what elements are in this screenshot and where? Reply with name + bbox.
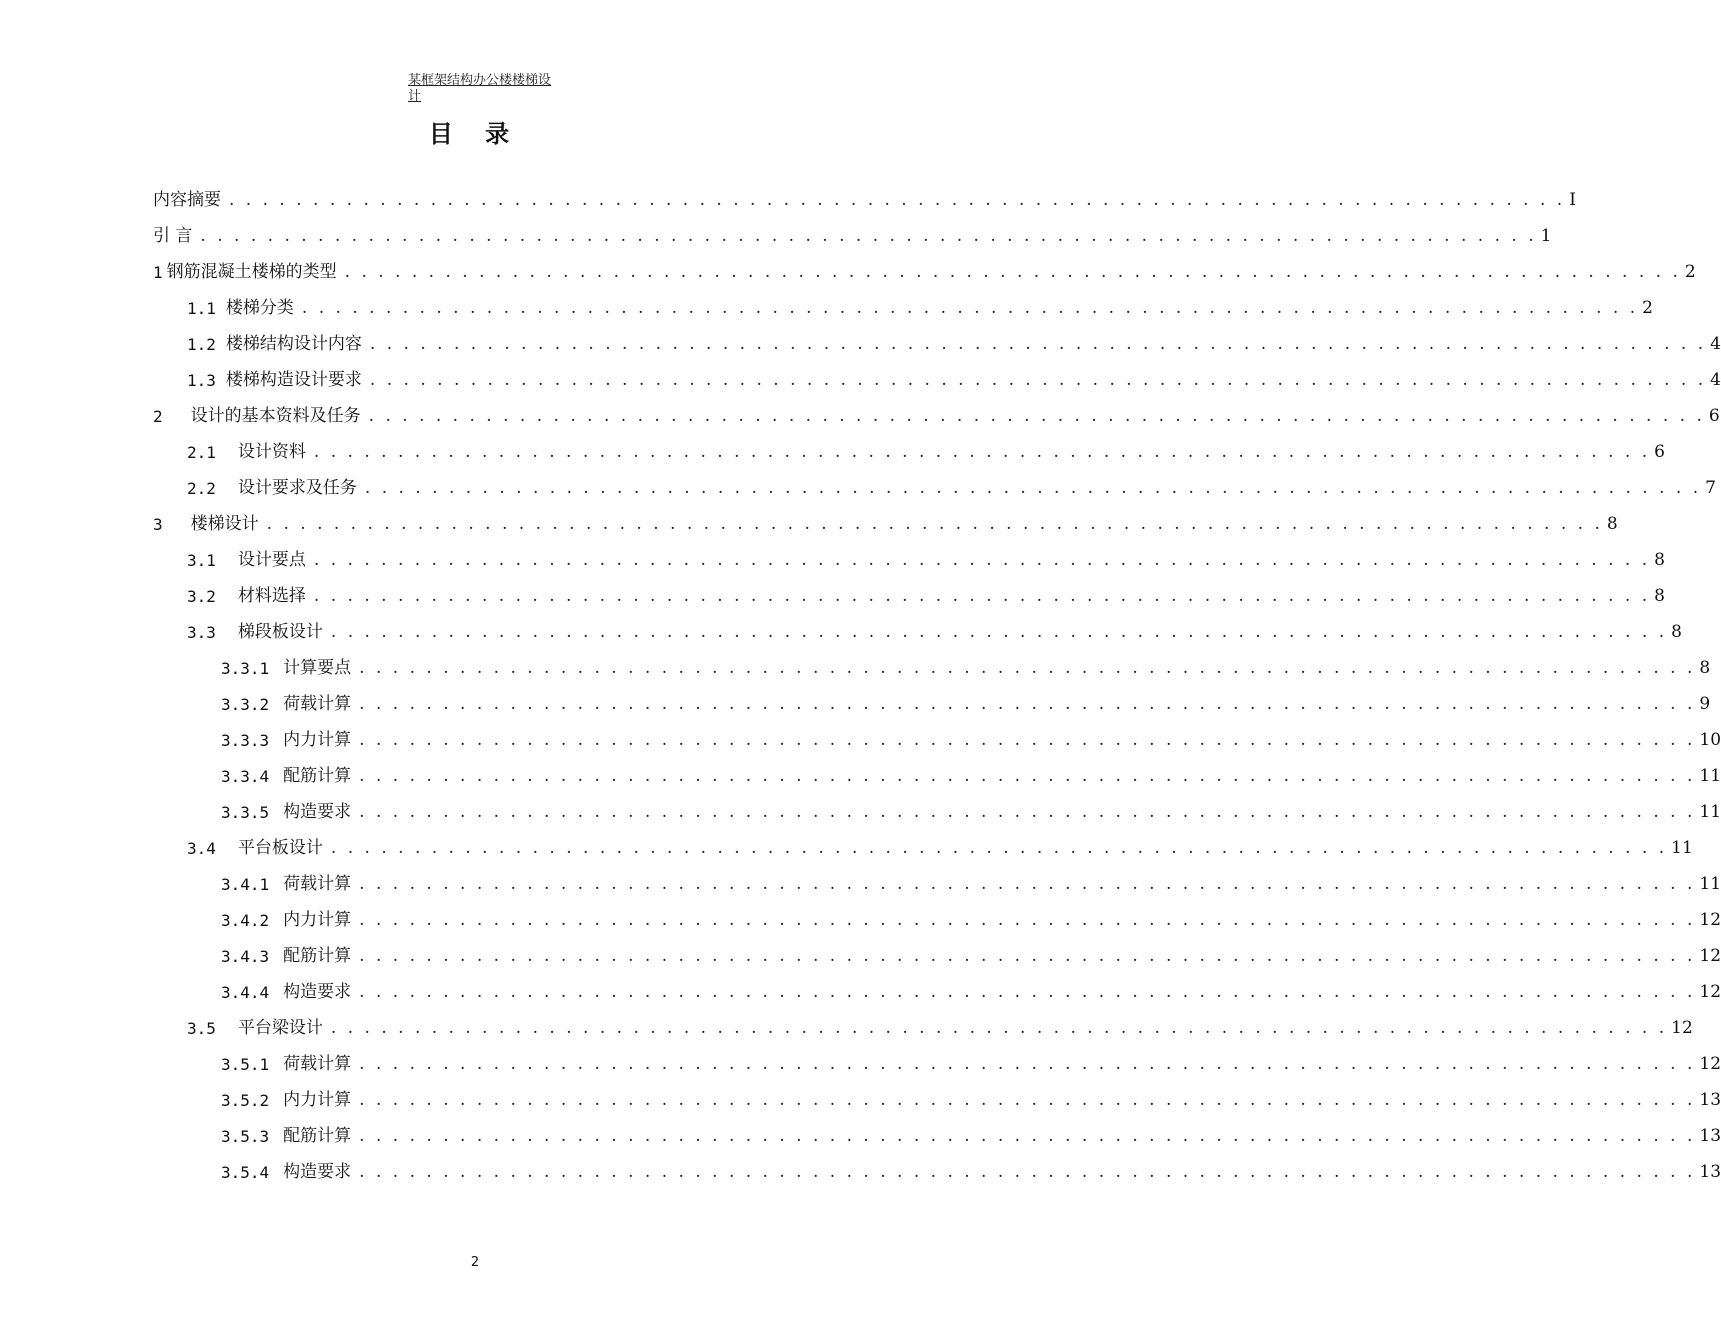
toc-leader-dots: . . . . . . . . . . . . . . . . . . . . . . . . . . . . . . . . . . . . . . . . . . . . . . . . . . . . . . . . . . . . . . . . . . . . . . . . . . . . . . . . [359,1090,1696,1110]
toc-leader-dots: . . . . . . . . . . . . . . . . . . . . . . . . . . . . . . . . . . . . . . . . . . . . . . . . . . . . . . . . . . . . . . . . . . . . . . . . . . . . . . . . [330,838,1668,858]
toc-leader-dots: . . . . . . . . . . . . . . . . . . . . . . . . . . . . . . . . . . . . . . . . . . . . . . . . . . . . . . . . . . . . . . . . . . . . . . . . . . . . . . . . [364,478,1702,498]
toc-entry-number: 1 [153,263,163,282]
toc-entry[interactable] [153,180,1576,210]
toc-entry-number: 3.5 [187,1019,216,1038]
toc-entry-label: 构造要求 [283,982,352,1002]
toc-entry[interactable] [187,468,1716,498]
toc-entry[interactable] [221,756,1721,786]
toc-entry-number: 3.4.2 [221,911,270,930]
toc-entry-page: 12 [1699,982,1721,1002]
toc-entry-label: 引 言 [153,226,193,246]
toc-leader-dots: . . . . . . . . . . . . . . . . . . . . . . . . . . . . . . . . . . . . . . . . . . . . . . . . . . . . . . . . . . . . . . . . . . . . . . . . . . . . . . . . [313,442,1651,462]
toc-entry-label: 设计的基本资料及任务 [190,406,361,426]
toc-leader-dots: . . . . . . . . . . . . . . . . . . . . . . . . . . . . . . . . . . . . . . . . . . . . . . . . . . . . . . . . . . . . . . . . . . . . . . . . . . . . . . . . [359,910,1696,930]
toc-entry-label: 构造要求 [283,802,352,822]
toc-entry-page: 10 [1699,730,1721,750]
toc-leader-dots: . . . . . . . . . . . . . . . . . . . . . . . . . . . . . . . . . . . . . . . . . . . . . . . . . . . . . . . . . . . . . . . . . . . . . . . . . . . . . . . . [359,730,1696,750]
running-header [408,73,578,105]
toc-entry-label: 楼梯设计 [190,514,259,534]
toc-entry[interactable] [187,576,1665,606]
toc-entry-number: 3 [153,515,163,534]
toc-entry-number: 3.3.4 [221,767,270,786]
toc-entry[interactable] [221,1080,1721,1110]
toc-entry-number: 1.1 [187,299,216,318]
header-line-1: 某框架结构办公楼楼梯设 [408,73,552,88]
toc-entry[interactable] [187,1008,1693,1038]
toc-leader-dots: . . . . . . . . . . . . . . . . . . . . . . . . . . . . . . . . . . . . . . . . . . . . . . . . . . . . . . . . . . . . . . . . . . . . . . . . . . . . . . . . [313,550,1651,570]
toc-entry[interactable] [221,864,1721,894]
toc-entry-page: 2 [1642,298,1653,318]
toc-entry[interactable] [221,1116,1721,1146]
toc-entry-page: 8 [1606,514,1618,534]
toc-entry[interactable] [221,684,1711,714]
toc-entry-label: 配筋计算 [283,946,352,966]
toc-entry-page: 11 [1699,874,1721,894]
toc-entry-page: 8 [1671,622,1682,642]
toc-leader-dots: . . . . . . . . . . . . . . . . . . . . . . . . . . . . . . . . . . . . . . . . . . . . . . . . . . . . . . . . . . . . . . . . . . . . . . . . . . . . . . . . [359,1126,1696,1146]
toc-leader-dots: . . . . . . . . . . . . . . . . . . . . . . . . . . . . . . . . . . . . . . . . . . . . . . . . . . . . . . . . . . . . . . . . . . . . . . . . . . . . . . . . [368,406,1705,426]
toc-entry[interactable] [221,936,1721,966]
toc-entry-page: 7 [1705,478,1716,498]
toc-entry-label: 钢筋混凝土楼梯的类型 [166,262,337,282]
toc-entry-page: 12 [1671,1018,1693,1038]
toc-entry-label: 楼梯构造设计要求 [225,370,362,390]
toc-entry-label: 内力计算 [283,910,352,930]
toc-entry[interactable] [221,792,1721,822]
toc-entry-number: 3.3 [187,623,216,642]
toc-entry-label: 楼梯结构设计内容 [225,334,362,354]
toc-entry-label: 计算要点 [283,658,352,678]
toc-leader-dots: . . . . . . . . . . . . . . . . . . . . . . . . . . . . . . . . . . . . . . . . . . . . . . . . . . . . . . . . . . . . . . . . . . . . . . . . . . . . . . . . [359,694,1696,714]
toc-entry-page: I [1569,190,1576,210]
toc-entry-number: 3.4.3 [221,947,270,966]
toc-entry-number: 3.3.5 [221,803,270,822]
toc-entry-number: 2.1 [187,443,216,462]
toc-leader-dots: . . . . . . . . . . . . . . . . . . . . . . . . . . . . . . . . . . . . . . . . . . . . . . . . . . . . . . . . . . . . . . . . . . . . . . . . . . . . . . . . [359,982,1696,1002]
toc-entry-page: 11 [1699,766,1721,786]
toc-leader-dots: . . . . . . . . . . . . . . . . . . . . . . . . . . . . . . . . . . . . . . . . . . . . . . . . . . . . . . . . . . . . . . . . . . . . . . . . . . . . . . . . [359,658,1696,678]
toc-leader-dots: . . . . . . . . . . . . . . . . . . . . . . . . . . . . . . . . . . . . . . . . . . . . . . . . . . . . . . . . . . . . . . . . . . . . . . . . . . . . . . . . [200,226,1537,246]
toc-leader-dots: . . . . . . . . . . . . . . . . . . . . . . . . . . . . . . . . . . . . . . . . . . . . . . . . . . . . . . . . . . . . . . . . . . . . . . . . . . . . . . . . [359,1054,1696,1074]
toc-entry-number: 3.3.1 [221,659,270,678]
toc-entry-page: 11 [1699,802,1721,822]
toc-entry-label: 平台板设计 [237,838,323,858]
toc-entry[interactable] [153,396,1720,426]
toc-entry-page: 13 [1699,1162,1721,1182]
page-number: 2 [470,1255,480,1270]
toc-entry-label: 材料选择 [237,586,306,606]
toc-entry[interactable] [153,216,1552,246]
toc-entry-page: 2 [1684,262,1696,282]
toc-entry-label: 内力计算 [283,1090,352,1110]
toc-entry-label: 荷载计算 [283,694,352,714]
toc-entry-number: 3.5.2 [221,1091,270,1110]
toc-entry-page: 4 [1710,334,1721,354]
toc-entry-label: 设计要求及任务 [237,478,357,498]
toc-entry-label: 配筋计算 [283,766,352,786]
toc-entry-page: 13 [1699,1126,1721,1146]
toc-entry[interactable] [153,504,1618,534]
toc-leader-dots: . . . . . . . . . . . . . . . . . . . . . . . . . . . . . . . . . . . . . . . . . . . . . . . . . . . . . . . . . . . . . . . . . . . . . . . . . . . . . . . . [266,514,1603,534]
toc-leader-dots: . . . . . . . . . . . . . . . . . . . . . . . . . . . . . . . . . . . . . . . . . . . . . . . . . . . . . . . . . . . . . . . . . . . . . . . . . . . . . . . . [369,370,1707,390]
toc-entry[interactable] [221,900,1721,930]
toc-entry-label: 内力计算 [283,730,352,750]
toc-entry-number: 1.2 [187,335,216,354]
toc-leader-dots: . . . . . . . . . . . . . . . . . . . . . . . . . . . . . . . . . . . . . . . . . . . . . . . . . . . . . . . . . . . . . . . . . . . . . . . . . . . . . . . . [313,586,1651,606]
toc-entry[interactable] [187,360,1721,390]
toc-entry-page: 6 [1654,442,1665,462]
toc-entry-label: 平台梁设计 [237,1018,323,1038]
toc-entry-page: 8 [1699,658,1711,678]
page-title: 目 录 [428,120,522,148]
toc-entry-label: 设计资料 [237,442,306,462]
toc-entry-page: 12 [1699,1054,1721,1074]
toc-leader-dots: . . . . . . . . . . . . . . . . . . . . . . . . . . . . . . . . . . . . . . . . . . . . . . . . . . . . . . . . . . . . . . . . . . . . . . . . . . . . . . . . [359,802,1696,822]
toc-entry-label: 荷载计算 [283,1054,352,1074]
toc-entry-number: 3.5.3 [221,1127,270,1146]
header-line-2: 计 [408,89,422,104]
toc-entry-number: 3.1 [187,551,216,570]
toc-entry-label: 配筋计算 [283,1126,352,1146]
toc-entry-page: 11 [1671,838,1693,858]
toc-entry[interactable] [221,1044,1721,1074]
toc-leader-dots: . . . . . . . . . . . . . . . . . . . . . . . . . . . . . . . . . . . . . . . . . . . . . . . . . . . . . . . . . . . . . . . . . . . . . . . . . . . . . . . . [330,622,1668,642]
toc-entry-label: 设计要点 [237,550,306,570]
toc-leader-dots: . . . . . . . . . . . . . . . . . . . . . . . . . . . . . . . . . . . . . . . . . . . . . . . . . . . . . . . . . . . . . . . . . . . . . . . . . . . . . . . . [229,190,1566,210]
toc-entry-page: 4 [1710,370,1721,390]
toc-entry[interactable] [153,252,1696,282]
toc-entry[interactable] [221,972,1721,1002]
toc-leader-dots: . . . . . . . . . . . . . . . . . . . . . . . . . . . . . . . . . . . . . . . . . . . . . . . . . . . . . . . . . . . . . . . . . . . . . . . . . . . . . . . . [359,946,1696,966]
toc-entry-number: 3.3.3 [221,731,270,750]
toc-entry[interactable] [187,828,1693,858]
toc-entry-number: 3.3.2 [221,695,270,714]
toc-entry-page: 13 [1699,1090,1721,1110]
toc-entry-page: 8 [1654,550,1665,570]
toc-entry[interactable] [221,1152,1721,1182]
toc-leader-dots: . . . . . . . . . . . . . . . . . . . . . . . . . . . . . . . . . . . . . . . . . . . . . . . . . . . . . . . . . . . . . . . . . . . . . . . . . . . . . . . . [301,298,1639,318]
toc-entry-number: 3.5.4 [221,1163,270,1182]
toc-entry[interactable] [187,324,1721,354]
toc-entry-label: 荷载计算 [283,874,352,894]
toc-entry[interactable] [221,720,1721,750]
toc-leader-dots: . . . . . . . . . . . . . . . . . . . . . . . . . . . . . . . . . . . . . . . . . . . . . . . . . . . . . . . . . . . . . . . . . . . . . . . . . . . . . . . . [344,262,1681,282]
toc-entry-label: 楼梯分类 [225,298,294,318]
toc-entry-page: 12 [1699,910,1721,930]
toc-leader-dots: . . . . . . . . . . . . . . . . . . . . . . . . . . . . . . . . . . . . . . . . . . . . . . . . . . . . . . . . . . . . . . . . . . . . . . . . . . . . . . . . [330,1018,1668,1038]
toc-entry-number: 2.2 [187,479,216,498]
toc-entry-number: 2 [153,407,163,426]
toc-entry-page: 9 [1699,694,1711,714]
toc-entry-label: 内容摘要 [153,190,221,210]
toc-entry-number: 3.5.1 [221,1055,270,1074]
toc-leader-dots: . . . . . . . . . . . . . . . . . . . . . . . . . . . . . . . . . . . . . . . . . . . . . . . . . . . . . . . . . . . . . . . . . . . . . . . . . . . . . . . . [359,1162,1696,1182]
toc-leader-dots: . . . . . . . . . . . . . . . . . . . . . . . . . . . . . . . . . . . . . . . . . . . . . . . . . . . . . . . . . . . . . . . . . . . . . . . . . . . . . . . . [359,766,1696,786]
toc-entry-number: 3.4.1 [221,875,270,894]
toc-leader-dots: . . . . . . . . . . . . . . . . . . . . . . . . . . . . . . . . . . . . . . . . . . . . . . . . . . . . . . . . . . . . . . . . . . . . . . . . . . . . . . . . [359,874,1696,894]
toc-entry-page: 1 [1540,226,1552,246]
toc-entry-number: 3.4.4 [221,983,270,1002]
toc-entry-number: 1.3 [187,371,216,390]
toc-entry-number: 3.2 [187,587,216,606]
toc-entry-label: 梯段板设计 [237,622,323,642]
toc-entry-page: 12 [1699,946,1721,966]
toc-entry-number: 3.4 [187,839,216,858]
toc-entry-page: 8 [1654,586,1665,606]
toc-entry[interactable] [187,612,1682,642]
toc-leader-dots: . . . . . . . . . . . . . . . . . . . . . . . . . . . . . . . . . . . . . . . . . . . . . . . . . . . . . . . . . . . . . . . . . . . . . . . . . . . . . . . . [369,334,1707,354]
toc-entry-label: 构造要求 [283,1162,352,1182]
toc-entry[interactable] [221,648,1711,678]
toc-entry-page: 6 [1708,406,1720,426]
toc-entry[interactable] [187,288,1653,318]
toc-entry[interactable] [187,540,1665,570]
toc-entry[interactable] [187,432,1665,462]
